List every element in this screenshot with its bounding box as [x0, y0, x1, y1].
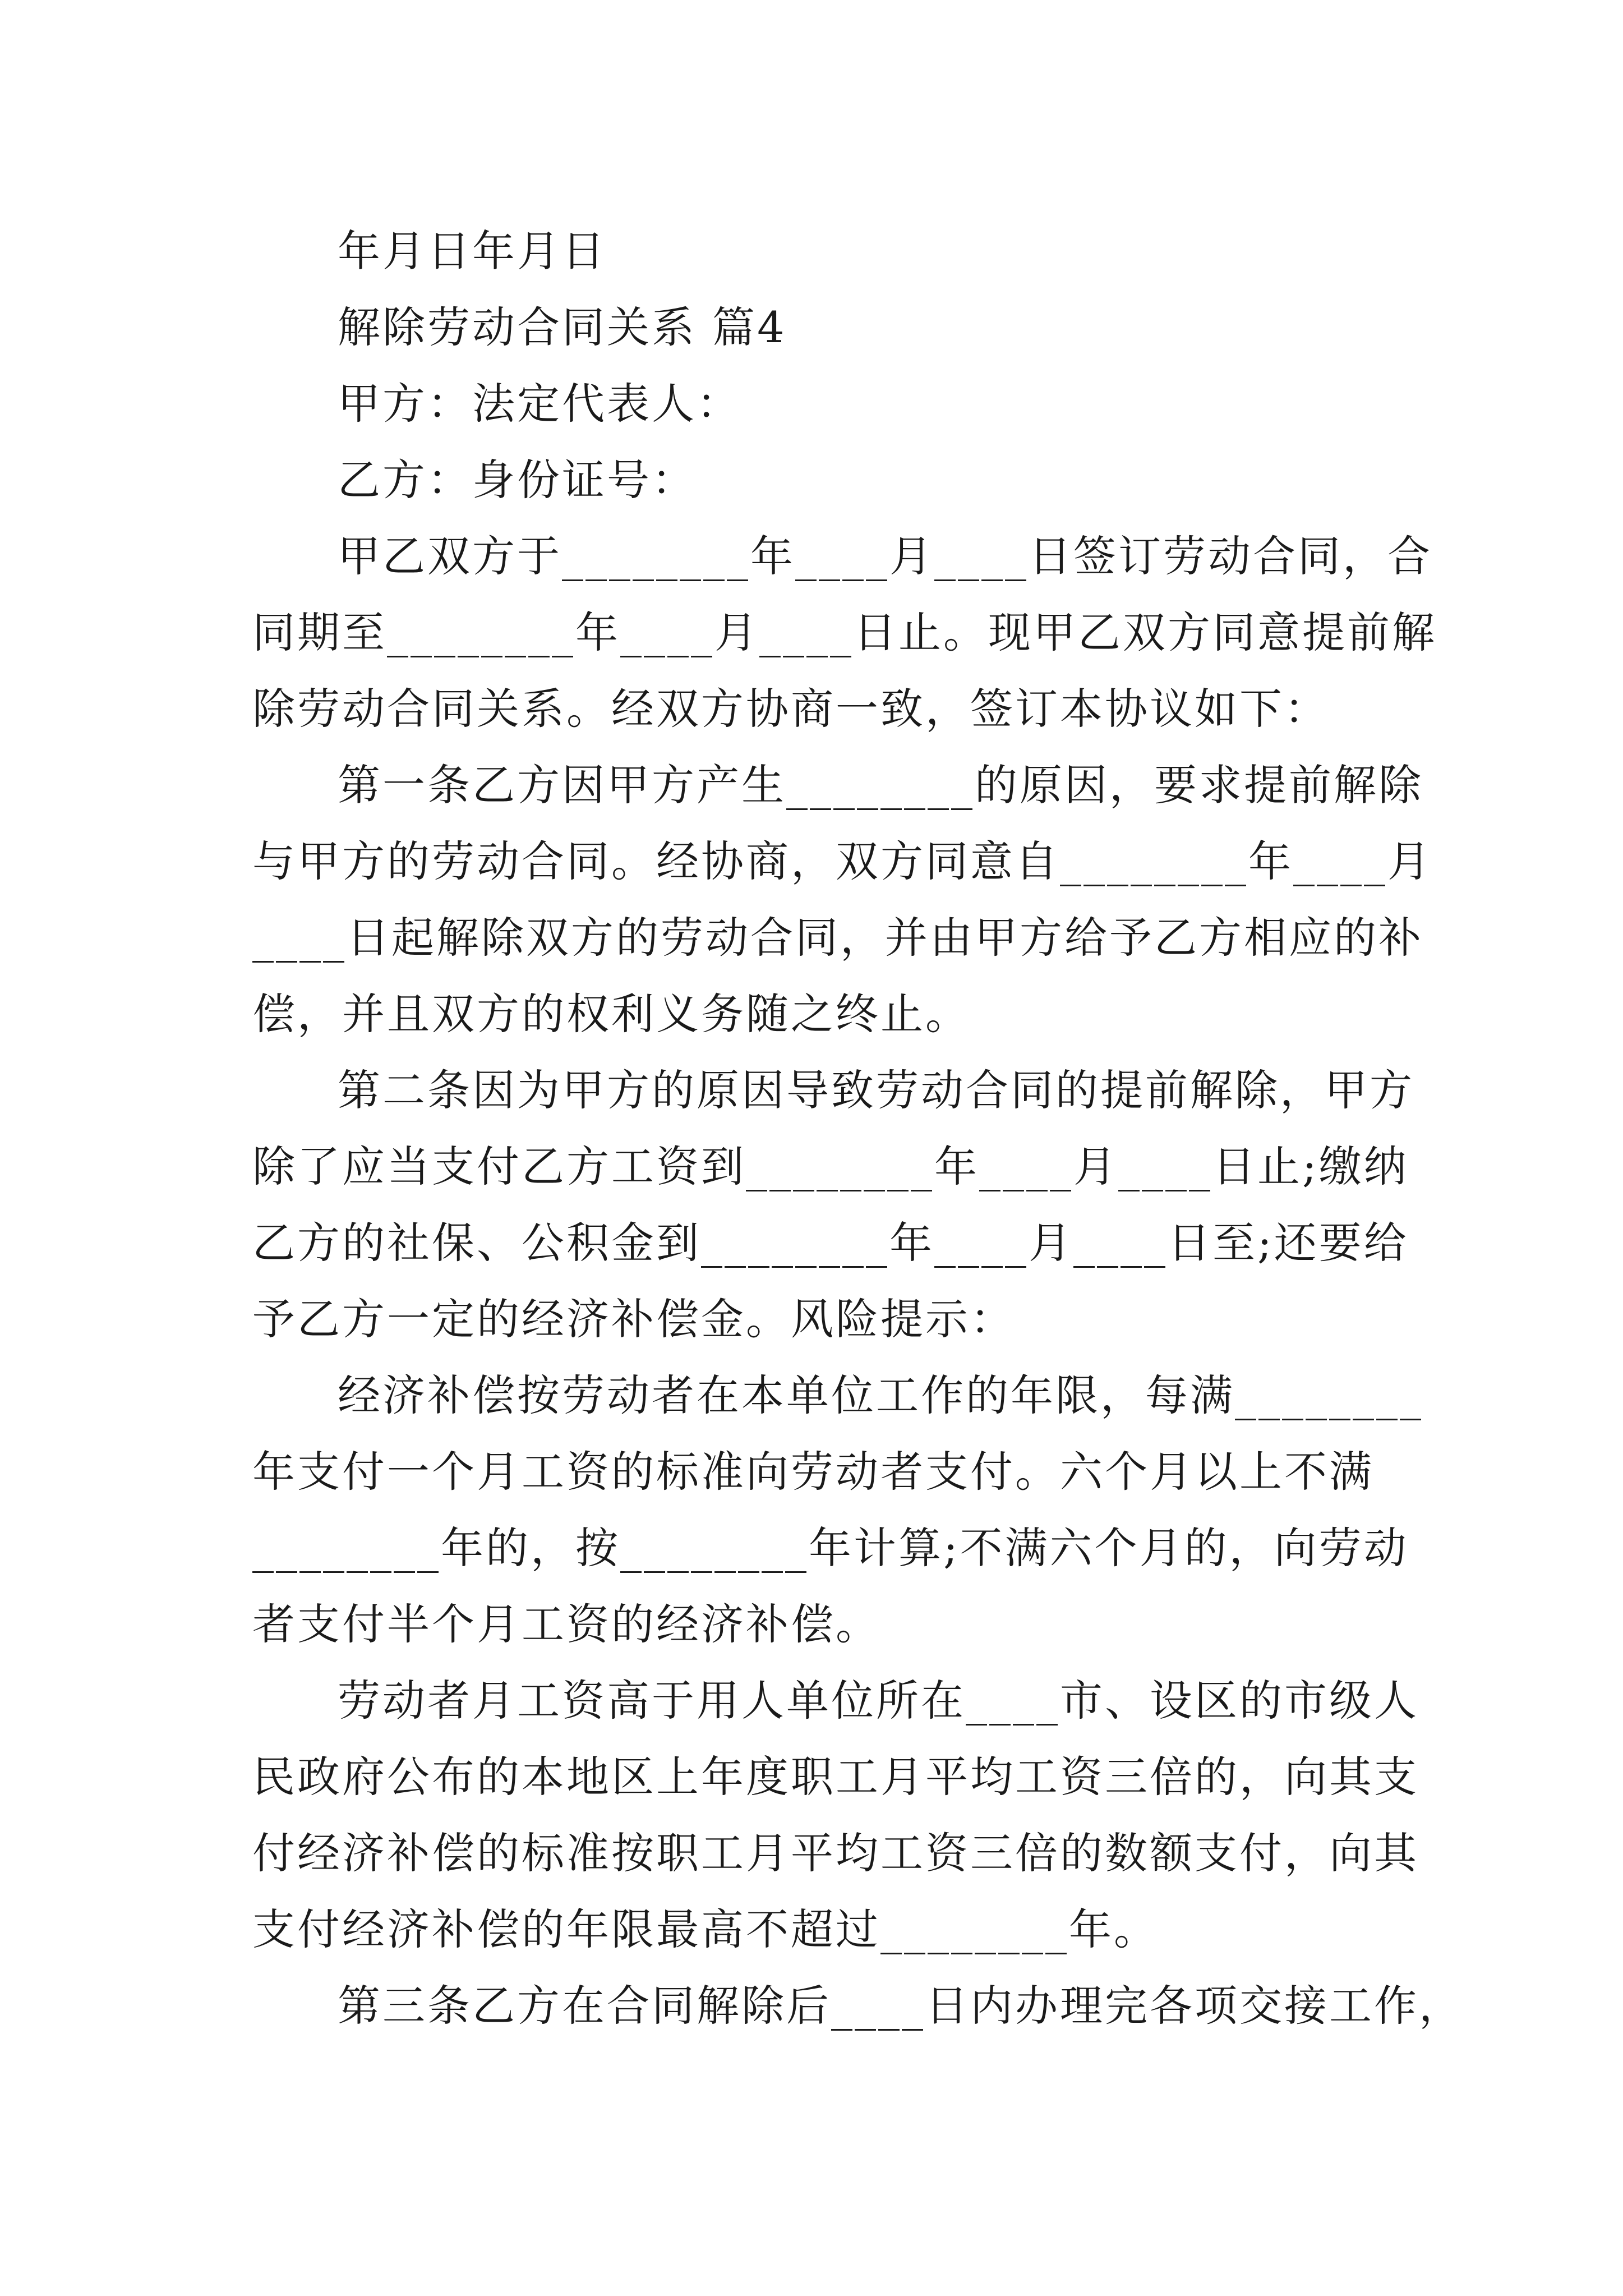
text-line: 解除劳动合同关系 篇4: [338, 302, 787, 352]
text-line: 付经济补偿的标准按职工月平均工资三倍的数额支付，向其: [252, 1828, 1419, 1878]
text-line: 第一条乙方因甲方产生________的原因，要求提前解除: [338, 760, 1423, 810]
text-line: 与甲方的劳动合同。经协商，双方同意自________年____月: [252, 836, 1432, 886]
text-line: 经济补偿按劳动者在本单位工作的年限，每满________: [338, 1370, 1423, 1420]
text-line: 第二条因为甲方的原因导致劳动合同的提前解除，甲方: [338, 1065, 1414, 1115]
text-line: ________年的，按________年计算;不满六个月的，向劳动: [252, 1523, 1409, 1573]
text-line: 除了应当支付乙方工资到________年____月____日止;缴纳: [252, 1142, 1409, 1191]
text-line: 偿，并且双方的权利义务随之终止。: [252, 989, 970, 1039]
text-line: 第三条乙方在合同解除后____日内办理完各项交接工作，: [338, 1981, 1464, 2031]
text-line: 乙方的社保、公积金到________年____月____日至;还要给: [252, 1218, 1409, 1268]
text-line: 者支付半个月工资的经济补偿。: [252, 1599, 880, 1649]
text-line: 予乙方一定的经济补偿金。风险提示：: [252, 1294, 1015, 1344]
document-body: [252, 213, 1464, 2044]
text-line: 支付经济补偿的年限最高不超过________年。: [252, 1904, 1159, 1954]
text-line: 乙方：身份证号：: [338, 455, 697, 505]
text-line: 年支付一个月工资的标准向劳动者支付。六个月以上不满: [252, 1447, 1374, 1497]
text-line: 甲乙双方于________年____月____日签订劳动合同，合: [338, 531, 1432, 581]
text-line: ____日起解除双方的劳动合同，并由甲方给予乙方相应的补: [252, 913, 1423, 963]
text-line: 除劳动合同关系。经双方协商一致，签订本协议如下：: [252, 684, 1329, 734]
text-line: 民政府公布的本地区上年度职工月平均工资三倍的，向其支: [252, 1752, 1419, 1802]
text-line: 同期至________年____月____日止。现甲乙双方同意提前解: [252, 608, 1437, 657]
text-line: 甲方：法定代表人：: [338, 379, 741, 429]
text-line: 劳动者月工资高于用人单位所在____市、设区的市级人: [338, 1676, 1419, 1726]
text-line: 年月日年月日: [338, 226, 607, 276]
